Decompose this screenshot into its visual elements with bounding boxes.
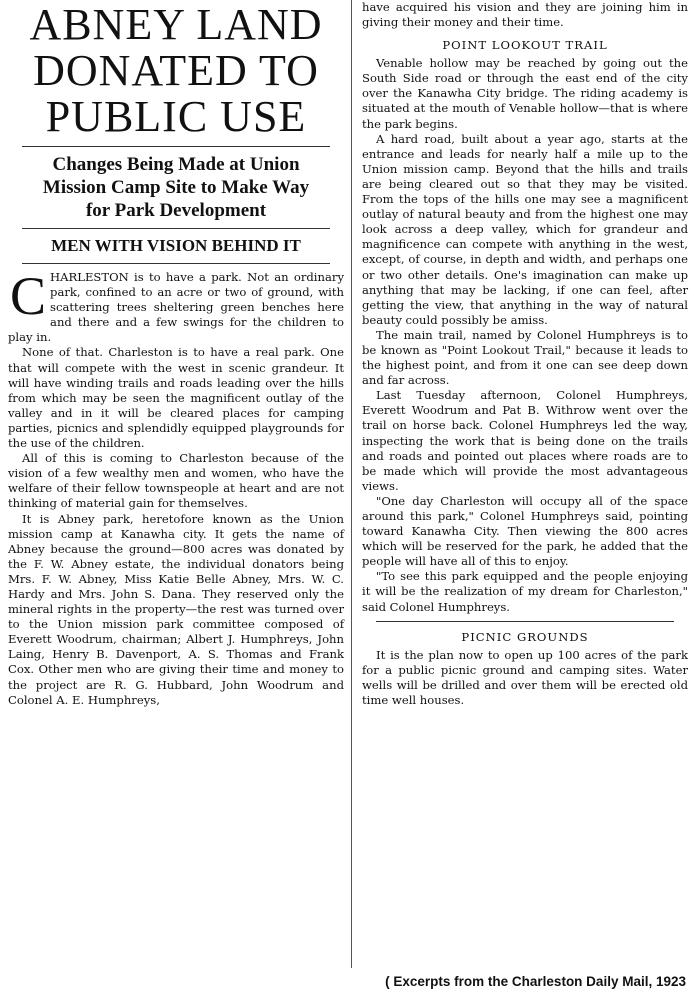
subheadline bbox=[8, 153, 344, 222]
divider bbox=[22, 146, 330, 147]
right-column bbox=[362, 0, 688, 708]
paragraph: It is the plan now to open up 100 acres of the park for a public picnic ground and camping sites. Water wells will be drilled and over them will be erected old time well houses. bbox=[362, 647, 688, 707]
paragraph: A hard road, built about a year ago, starts at the entrance and leads for nearly half a mile up to the Union mission camp. Beyond that the hills and trails are being cleared out so that they may be visited. From the tops of the hills one may see a magnificent outlay of natural beauty and from the highest one may look across a deep valley, which for grandeur and magnificence can compete with anything in the west, except, of course, in depth and width, and perhaps one or two other details. One's imagination can make up anything that may be lacking, if one can feel, after getting the view, that anything in the way of natural beauty could possibly be amiss. bbox=[362, 131, 688, 327]
divider bbox=[376, 621, 674, 622]
section-body bbox=[362, 56, 688, 614]
subheadline-line: for Park Development bbox=[85, 200, 267, 221]
paragraph: Venable hollow may be reached by going out the South Side road or through the east end of the city over the Kanawha City bridge. The riding academy is situated at the mouth of Venable hollow—that is where the park begins. bbox=[362, 56, 688, 131]
section-heading: POINT LOOKOUT TRAIL bbox=[442, 38, 608, 53]
deck: MEN WITH VISION BEHIND IT bbox=[51, 236, 301, 255]
right-body bbox=[362, 0, 688, 30]
source-caption: ( Excerpts from the Charleston Daily Mail, 1923 bbox=[385, 974, 686, 989]
section-body bbox=[362, 648, 688, 708]
paragraph: It is Abney park, heretofore known as the Union mission camp at Kanawha city. It gets the name of Abney because the ground—800 acres was donated by the F. W. Abney estate, the individual donators being Mrs. F. W. Abney, Miss Katie Belle Abney, Mrs. W. C. Hardy and Mrs. John S. Dana. They reserved only the mineral rights in the property—the rest was turned over to the Union mission park committee composed of Everett Woodrum, chairman; Albert J. Humphreys, John Laing, Henry B. Davenport, A. S. Thomas and Frank Cox. Other men who are giving their time and money to the project are R. G. Hubbard, John Woodrum and Colonel A. E. Humphreys, bbox=[8, 511, 344, 707]
headline bbox=[8, 2, 344, 140]
divider bbox=[22, 228, 330, 229]
paragraph: "One day Charleston will occupy all of the space around this park," Colonel Humphreys said, pointing toward Kanawha City. Then viewing the 800 acres which will be reserved for the park, he added that the people will have all of this to enjoy. bbox=[362, 493, 688, 569]
drop-cap: C bbox=[10, 266, 47, 326]
column-rule bbox=[351, 0, 352, 968]
headline-line: PUBLIC USE bbox=[45, 92, 307, 141]
paragraph-text: HARLESTON is to have a park. Not an ordinary park, confined to an acre or two of ground, with scattering trees sheltering green benches here and there and a few swings for the children to play in. bbox=[8, 270, 344, 345]
headline-line: ABNEY LAND bbox=[29, 0, 323, 49]
subheadline-line: Mission Camp Site to Make Way bbox=[42, 177, 310, 198]
paragraph: have acquired his vision and they are joining him in giving their money and their time. bbox=[362, 0, 688, 30]
left-column bbox=[8, 0, 344, 708]
subheadline-line: Changes Being Made at Union bbox=[52, 154, 300, 175]
paragraph: The main trail, named by Colonel Humphreys is to be known as "Point Lookout Trail," because it leads to the highest point, and from it one can see deep down and far across. bbox=[362, 327, 688, 388]
headline-line: DONATED TO bbox=[33, 46, 319, 95]
left-body bbox=[8, 266, 344, 708]
section-heading: PICNIC GROUNDS bbox=[461, 629, 589, 644]
paragraph bbox=[8, 266, 344, 345]
paragraph: Last Tuesday afternoon, Colonel Humphreys, Everett Woodrum and Pat B. Withrow went over the trail on horse back. Colonel Humphreys led the way, inspecting the work that is being done on the trails and roads and pointed out places where roads are to be made which will provide the most advantageous views. bbox=[362, 388, 688, 493]
paragraph: None of that. Charleston is to have a real park. One that will compete with the west in scenic grandeur. It will have winding trails and roads leading over the hills from which may be seen the magnificent outlay of the valley and in it will be cleared places for camping parties, picnics and splendidly equipped playgrounds for the use of the children. bbox=[8, 345, 344, 451]
paragraph: "To see this park equipped and the people enjoying it will be the realization of my dream for Charleston," said Colonel Humphreys. bbox=[362, 569, 688, 614]
paragraph: All of this is coming to Charleston because of the vision of a few wealthy men and women, who have the welfare of their fellow townspeople at heart and are not thinking of material gain for themselves. bbox=[8, 451, 344, 511]
divider bbox=[22, 263, 330, 264]
